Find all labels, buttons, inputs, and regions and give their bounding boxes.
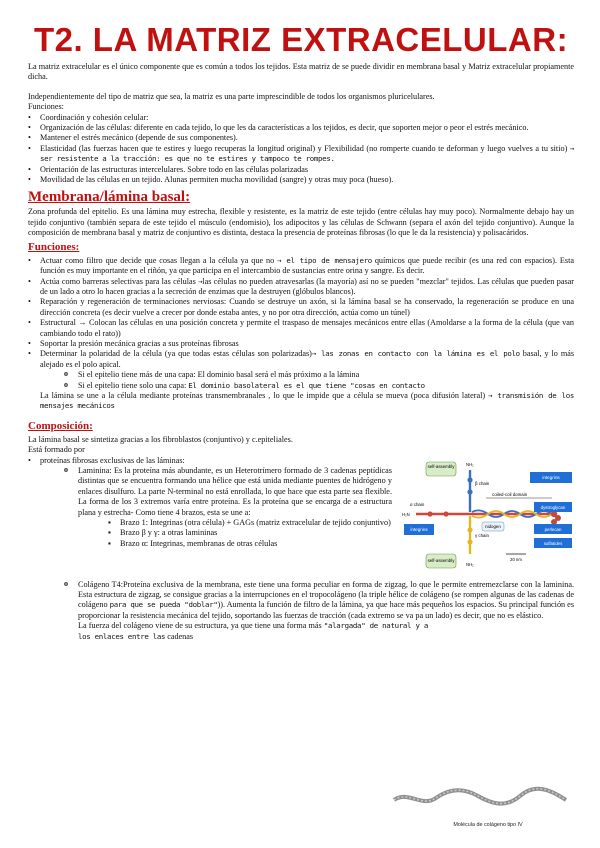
list-item: ▪ Brazo 1: Integrinas (otra célula) + GAGs (matriz extracelular de tejido conjuntivo) — [108, 518, 574, 528]
list-item: • Actúa como barreras selectivas para las células →las células no pueden atravesarlas (la mayoría) así no se pueden "mezclar" tejidos. Las células que pueden pasar de un lado a otro lo hacen gracias a la secreción de enzimas que la destruyen (glóbulos blancos). — [28, 277, 574, 298]
intro-functions-label: Funciones: — [28, 102, 64, 112]
collagen-caption: Molécula de colágeno tipo IV — [453, 822, 523, 828]
label-nidogen: nidogen — [485, 523, 501, 529]
intro-paragraph-1: La matriz extracelular es el único componente que es común a todos los tejidos. Esta matriz de se puede dividir en membrana basal y Matriz extracelular propiamente dicha. — [28, 62, 574, 82]
label-gamma-chain: γ chain — [475, 532, 489, 538]
section-heading-membrana: Membrana/lámina basal: — [28, 189, 191, 206]
list-item: o Si el epitelio tiene solo una capa: El dominio basolateral es el que tiene "cosas en contacto — [64, 381, 574, 391]
label-perlecan: perlecan — [544, 526, 562, 532]
page-title: T2. LA MATRIZ EXTRACELULAR: — [33, 21, 569, 58]
list-item: • Soportar la presión mecánica gracias a sus proteínas fibrosas — [28, 339, 574, 349]
label-nh2-top: NH₂ — [466, 461, 474, 467]
polaridad-sublist — [40, 370, 574, 391]
label-self-assembly-bottom: self-assembly — [427, 557, 455, 563]
fuerza-paragraph: La fuerza del colágeno viene de su estructura, ya que tiene una forma más "alargada" de natural y a los enlaces entre las cadenas — [78, 621, 428, 641]
funciones-list — [28, 256, 574, 391]
list-item: • Elasticidad (las fuerzas hacen que te estires y luego recuperas la longitud original) y Flexibilidad (no romperte cuando te deforman y luego vuelves a tu sitio) → ser resistente a la tracción: es que no te estires y tampoco te rompes. — [28, 144, 574, 165]
label-beta-chain: β chain — [475, 480, 490, 486]
label-integrins-left: integrins — [410, 526, 428, 532]
list-item: o Laminina: Es la proteína más abundante, es un Heterotrímero formado de 3 cadenas peptídicas distintas que se encuentra formando una hélice que está unida mediante puentes de hidrógeno y enlaces disulfuro. La parte N-terminal no está enrollada, lo que hace que esta parte sea flexible. La forma de los 3 extremos varía entre proteína. Es la proteína que se encarga de a estructura plana y estrecha- Como tiene 4 brazos, esta se une a: ▪ Brazo 1: Integrinas (otra célula) + GAGs (matriz extracelular de tejido conjuntivo) ▪ Brazo β y γ: a otras lamininas ▪ Brazo α: Integrinas, membranas de otras células — [64, 466, 574, 549]
label-self-assembly-top: self-assembly — [427, 463, 455, 469]
intro-paragraph-2: Independientemente del tipo de matriz que sea, la matriz es una parte imprescindible de todos los organismos pluricelulares. — [28, 91, 435, 101]
label-nh2-bottom: NH₂ — [466, 561, 474, 567]
collagen-iv-illustration — [388, 770, 574, 830]
list-item: • Orientación de las estructuras intercelulares. Sobre todo en las células polarizadas — [28, 165, 574, 175]
list-item: o Colágeno T4:Proteína exclusiva de la membrana, este tiene una forma peculiar en forma de zigzag, lo que le permite entremezclarse con la laminina. Esta estructura de zigzag, se consigue gracias a la interrupciones en el tropocolágeno (la triple hélice de colágeno (se rompen algunas de las cadenas de colágeno para que se pueda "doblar")). Aumenta la función de filtro de la lámina, ya que hace más pequeños los espacios. Su principal función es proporcionar la resistencia mecánica del tejido, soportando las fuerzas de tracción (cada extremo se va pa un lado) es decir, que no es elástico. La fuerza del colágeno viene de su estructura, ya que tiene una forma más "alargada" de natural y a los enlaces entre las cadenas — [64, 580, 574, 642]
list-item: • Determinar la polaridad de la célula (ya que todas estas células son polarizadas)→ las zonas en contacto con la lámina es el polo basal, y lo más alejado es el polo apical. o Si el epitelio tiene más de una capa: El dominio basal será el más próximo a la lámina o Si el epitelio tiene solo una capa: El dominio basolateral es el que tiene "cosas en contacto — [28, 349, 574, 391]
list-item: • Coordinación y cohesión celular: — [28, 113, 574, 123]
list-item: • Movilidad de las células en un tejido. Alunas permiten mucha movilidad (sangre) y otras muy poca (hueso). — [28, 175, 574, 185]
label-coiled-coil: coiled-coil domain — [492, 491, 528, 497]
section-heading-funciones: Funciones: — [28, 240, 80, 253]
label-h2n: H₂N — [402, 511, 410, 517]
list-item: • Actuar como filtro que decide que cosas llegan a la célula ya que no → el tipo de mensajero químicos que puede recibir (es una red con espacios). Esta función es muy importante en el riñón, ya que participa en el intercambio de sustancias entre orina y sangre. Es decir. — [28, 256, 574, 277]
list-item: • Reparación y regeneración de terminaciones nerviosas: Cuando se destruye un axón, si la lámina basal se ha conservado, la regeneración se produce en una dirección concreta (es decir vuelve a crecer por donde estaba antes, y no por otra dirección, actúa como un túnel) — [28, 297, 574, 318]
label-scale: 20 nm — [510, 556, 522, 562]
list-item: ▪ Brazo β y γ: a otras lamininas — [108, 528, 574, 538]
document-page — [28, 22, 574, 642]
label-alpha-chain: α chain — [410, 501, 425, 507]
intro-functions-list — [28, 113, 574, 186]
label-integrins-right: integrins — [542, 474, 560, 480]
list-item: • Mantener el estrés mecánico (depende de sus componentes). — [28, 133, 574, 143]
brazos-list — [78, 518, 574, 549]
list-item: o Si el epitelio tiene más de una capa: El dominio basal será el más próximo a la lámina — [64, 370, 574, 380]
section-heading-composicion: Composición: — [28, 419, 93, 432]
label-sulfatides: sulfatides — [543, 540, 563, 546]
composicion-paragraph-1: La lámina basal se sintetiza gracias a los fibroblastos (conjuntivo) y c.epiteliales. — [28, 434, 293, 444]
funciones-closing: La lámina se une a la célula mediante proteínas transmembranales , lo que le impide que a célula se mueva (poca difusión lateral) → transmisión de los mensajes mecánicos — [40, 390, 574, 411]
list-item: • Estructural → Colocan las células en una posición concreta y permite el traspaso de mensajes mecánicos entre ellas (Amoldarse a la forma de la célula (que van cambiando todo el rato)) — [28, 318, 574, 339]
label-dystroglycan: dystroglycan — [540, 504, 566, 510]
composicion-paragraph-2: Está formado por — [28, 445, 85, 455]
list-item: • proteínas fibrosas exclusivas de las láminas: self-assembly NH₂ β chain coiled-coil domain α chain H₂N γ chain nidogen integrins self-assembly NH₂ integrins dystroglycan perlecan sulfatides 20 nm o Laminina: Es la proteína más abundante, es un Heterotrímero formado de 3 cadenas peptídicas distintas que se encuentra formando una hélice que está unida mediante puentes de hidrógeno y enlaces disulfuro. La parte N-terminal no está enrollada, lo que hace que esta parte sea flexible. La forma de los 3 extremos varía entre proteína. Es la proteína que se encarga de a estructura plana y estrecha- Como tiene 4 brazos, esta se une a: ▪ Brazo 1: Integrinas (otra célula) + GAGs (matriz extracelular de tejido conjuntivo) ▪ Brazo β y γ: a otras lamininas ▪ Brazo α: Integrinas, membranas de otras células o Colágeno T4:Proteína exclusiva de la membrana, este tiene una forma peculiar en forma de zigzag, lo que le permite entremezclarse con la laminina. Esta estructura de zigzag, se consigue gracias a la interrupciones en el tropocolágeno (la triple hélice de colágeno (se rompen algunas de las cadenas de colágeno para que se pueda "doblar")). Aumenta la función de filtro de la lámina, ya que hace más pequeños los espacios. Su principal función es proporcionar la resistencia mecánica del tejido, soportando las fuerzas de tracción (cada extremo se va pa un lado) es decir, que no es elástico. La fuerza del colágeno viene de su estructura, ya que tiene una forma más "alargada" de natural y a los enlaces entre las cadenas — [28, 456, 574, 642]
list-item: • Organización de las células: diferente en cada tejido, lo que les da características a los tejidos, es decir, que soporten mejor o peor el estrés mecánico. — [28, 123, 574, 133]
membrana-paragraph: Zona profunda del epitelio. Es una lámina muy estrecha, flexible y resistente, es la matriz de este tejido (entre células hay muy poco). Normalmente debajo hay un tejido conjuntivo (también separa de este tejido el músculo (endomisio), los adipocitos y las células de Schwann (separa el axón del tejido conjuntivo). Aunque la composición de membrana basal y matriz de conjuntivo es distinta, destaca la presencia de proteínas fibrosas (lo que le da la resistencia) y polisacáridos. — [28, 207, 574, 238]
composicion-list — [28, 456, 574, 642]
list-item: ▪ Brazo α: Integrinas, membranas de otras células — [108, 539, 574, 549]
